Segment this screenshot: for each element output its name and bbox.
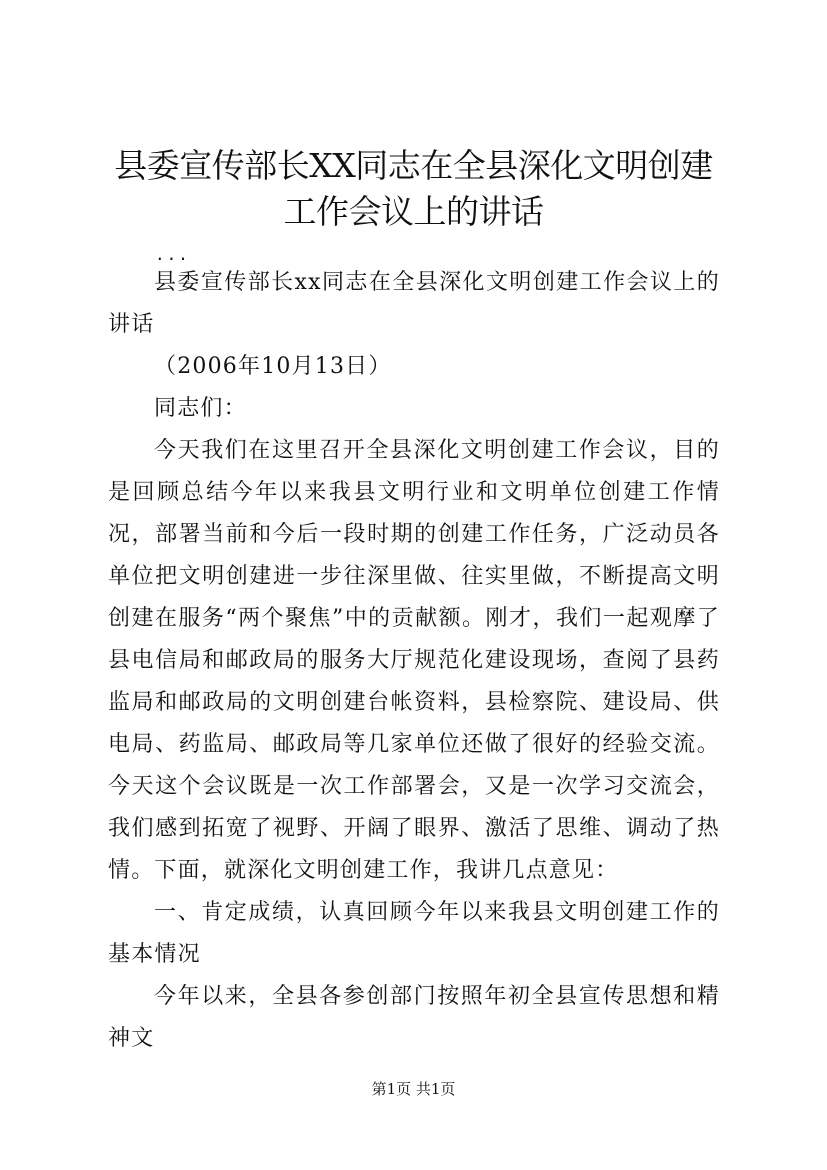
document-body bbox=[108, 240, 720, 1060]
body-paragraph: 今年以来，全县各参创部门按照年初全县宣传思想和精神文 bbox=[108, 984, 720, 1051]
section-heading-paragraph: 一、肯定成绩，认真回顾今年以来我县文明创建工作的基本情况 bbox=[108, 900, 720, 967]
document-title: 县委宣传部长XX同志在全县深化文明创建工作会议上的讲话 bbox=[114, 146, 713, 231]
date-paragraph: （2006年10月13日） bbox=[154, 354, 392, 379]
salutation-paragraph: 同志们： bbox=[154, 396, 247, 421]
speech-heading-paragraph: 县委宣传部长xx同志在全县深化文明创建工作会议上的讲话 bbox=[108, 270, 720, 337]
ellipsis-mark: ... bbox=[155, 245, 190, 264]
page-footer: 第1页 共1页 bbox=[371, 1080, 456, 1098]
opening-paragraph: 今天我们在这里召开全县深化文明创建工作会议，目的是回顾总结今年以来我县文明行业和文明单位创建工作情况，部署当前和今后一段时期的创建工作任务，广泛动员各单位把文明创建进一步往深里做、往实里做，不断提高文明创建在服务“两个聚焦”中的贡献额。刚才，我们一起观摩了县电信局和邮政局的服务大厅规范化建设现场，查阅了县药监局和邮政局的文明创建台帐资料，县检察院、建设局、供电局、药监局、邮政局等几家单位还做了很好的经验交流。今天这个会议既是一次工作部署会，又是一次学习交流会，我们感到拓宽了视野、开阔了眼界、激活了思维、调动了热情。下面，就深化文明创建工作，我讲几点意见： bbox=[108, 438, 720, 883]
